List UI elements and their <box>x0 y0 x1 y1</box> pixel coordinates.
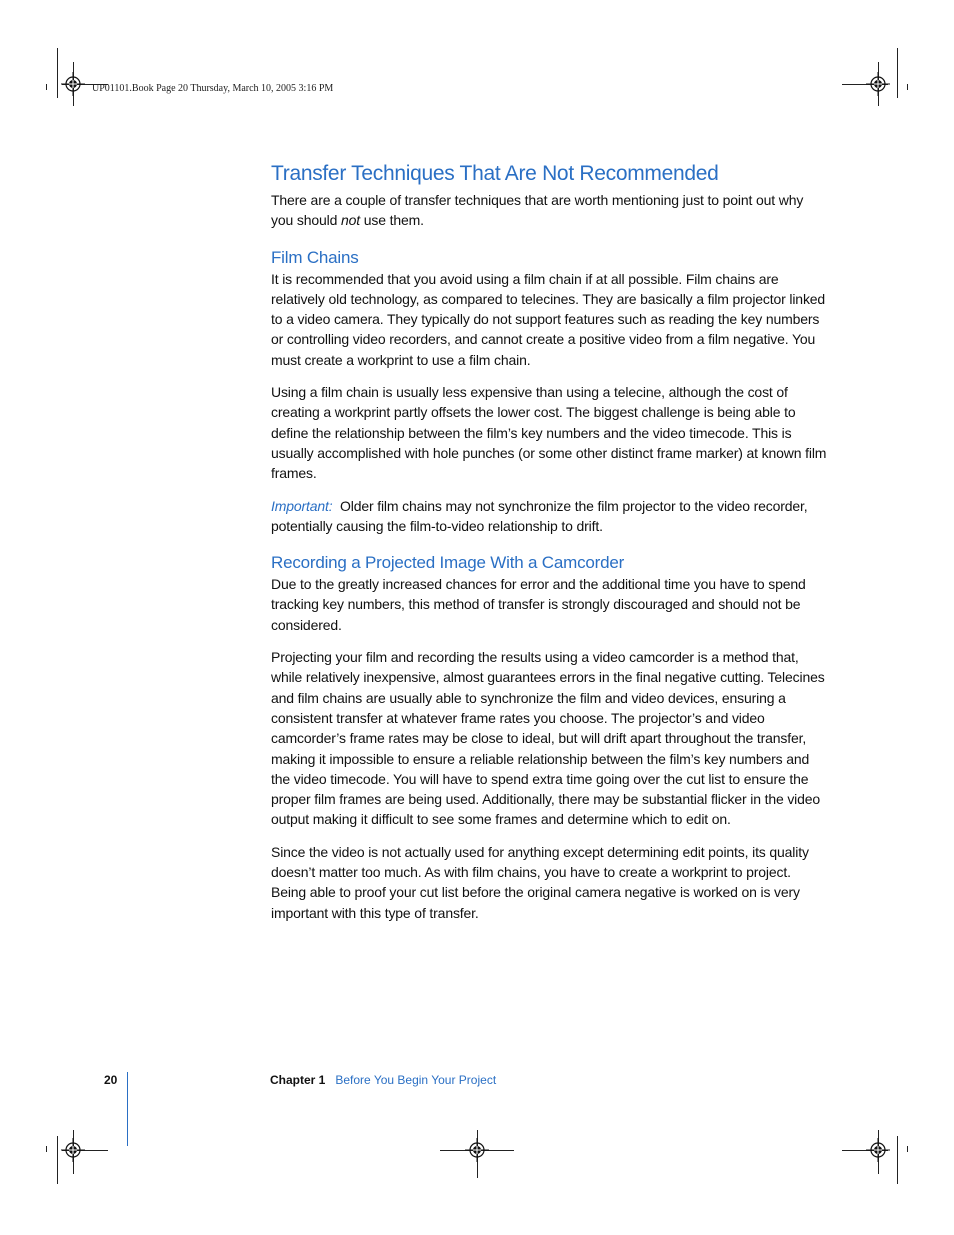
chapter-title-link[interactable]: Before You Begin Your Project <box>335 1073 497 1087</box>
running-footer <box>270 1073 496 1087</box>
body-paragraph: It is recommended that you avoid using a film chain if at all possible. Film chains are relatively old technology, as compared to telecines. They are basically a film projector linked to a video camera. They typically do not support features such as reading the key numbers or controlling video recorders, and cannot create a positive video from a film negative. You must create a workprint to use a film chain. <box>271 270 826 368</box>
registration-mark-icon <box>61 72 85 96</box>
registration-mark-icon <box>866 1138 890 1162</box>
section-heading: Transfer Techniques That Are Not Recommended <box>271 162 719 185</box>
subsection-heading-camcorder: Recording a Projected Image With a Camcorder <box>271 553 625 573</box>
important-note <box>271 496 827 537</box>
registration-mark-icon <box>465 1138 489 1162</box>
registration-mark-icon <box>61 1138 85 1162</box>
print-slug: UP01101.Book Page 20 Thursday, March 10, 2005 3:16 PM <box>92 83 334 94</box>
registration-mark-icon <box>866 72 890 96</box>
body-paragraph: Projecting your film and recording the results using a video camcorder is a method that, while relatively inexpensive, almost guarantees errors in the final negative cutting. Telecines and film chains are usually able to synchronize the film and video devices, ensuring a consistent transfer at whatever frame rates you choose. The projector’s and video camcorder’s frame rates may be close to ideal, but will drift apart throughout the transfer, making it impossible to ensure a reliable relationship between the film’s key numbers and the video timecode. You will have to spend extra time going over the cut list to ensure the proper film frames are being used. Additionally, there may be substantial flicker in the video output making it difficult to see some frames and determine which to edit on. <box>271 649 825 828</box>
chapter-label: Chapter 1 <box>270 1073 326 1087</box>
body-paragraph: Since the video is not actually used for anything except determining edit points, its quality doesn’t matter too much. As with film chains, you have to create a workprint to project. Being able to proof your cut list before the original camera negative is worked on is very important with this type of transfer. <box>271 843 809 921</box>
intro-emphasis: not <box>340 212 360 229</box>
important-text: Older film chains may not synchronize the film projector to the video recorder, potentially causing the film-to-video relationship to drift. <box>271 497 812 534</box>
intro-text-before: There are a couple of transfer techniques that are worth mentioning just to point out why you should <box>271 192 804 229</box>
intro-paragraph <box>271 190 827 231</box>
main-content <box>271 160 827 923</box>
subsection-heading-film-chains: Film Chains <box>271 247 359 267</box>
important-label: Important: <box>271 497 333 514</box>
body-paragraph: Using a film chain is usually less expensive than using a telecine, although the cost of creating a workprint partly offsets the lower cost. The biggest challenge is being able to define the relationship between the film’s key numbers and the video timecode. This is usually accomplished with hole punches (or some other distinct frame marker) at known film frames. <box>271 384 827 482</box>
intro-text-after: use them. <box>359 212 424 229</box>
footer-divider <box>127 1072 128 1146</box>
body-paragraph: Due to the greatly increased chances for error and the additional time you have to spend tracking key numbers, this method of transfer is strongly discouraged and should not be considered. <box>271 576 806 633</box>
page-number: 20 <box>104 1073 118 1087</box>
